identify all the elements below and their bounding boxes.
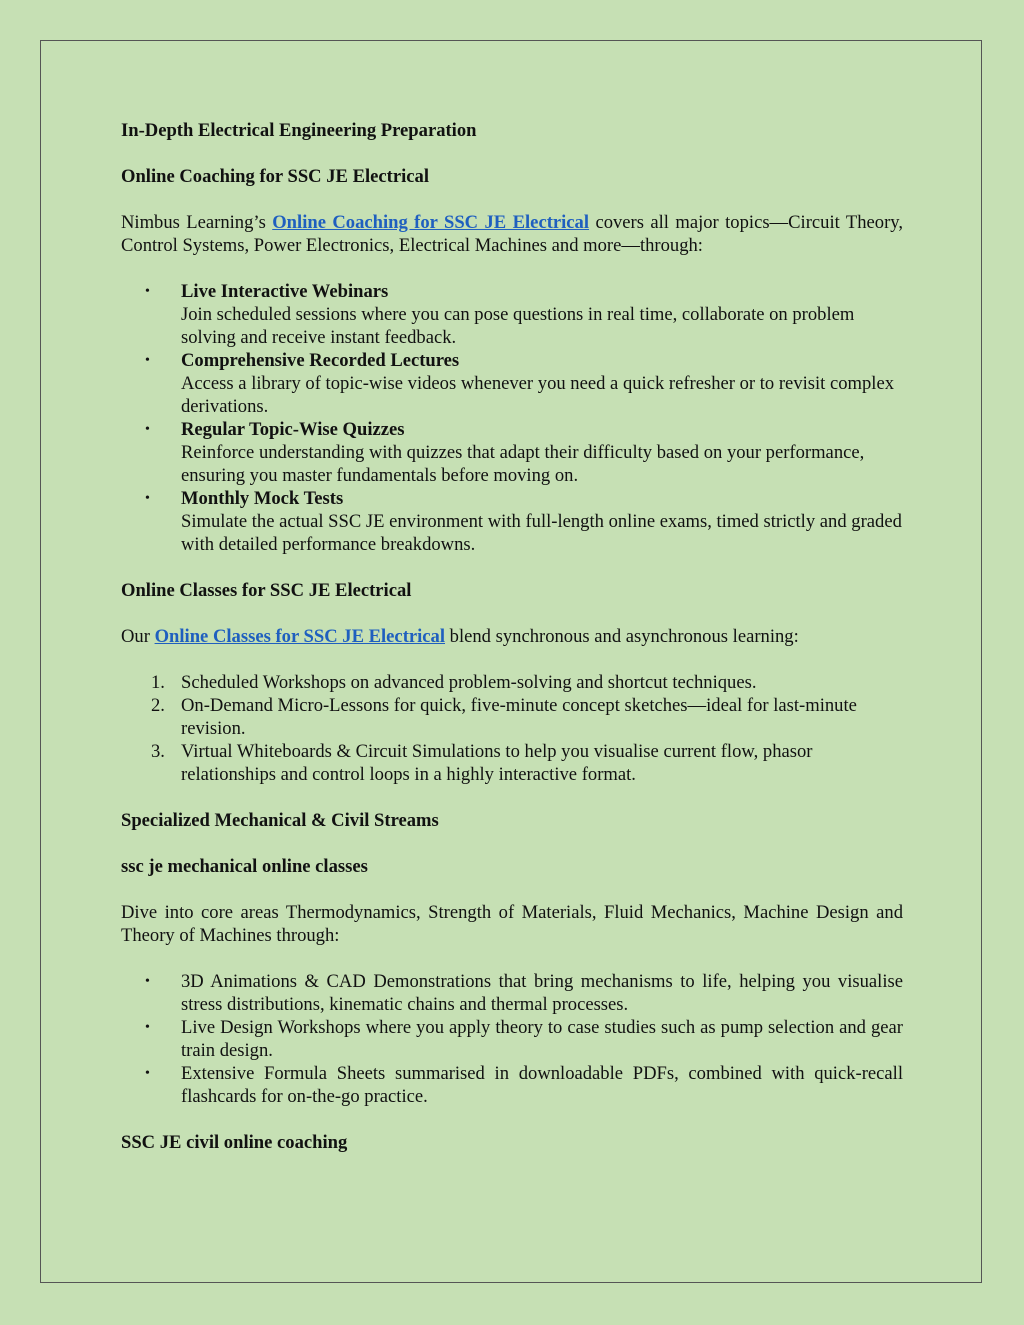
coaching-list bbox=[121, 280, 903, 556]
document-body bbox=[121, 119, 903, 1154]
list-item bbox=[121, 1016, 903, 1062]
classes-intro-text-after: blend synchronous and asynchronous learning: bbox=[445, 626, 799, 647]
list-item-text: Virtual Whiteboards & Circuit Simulations to help you visualise current flow, phasor relationships and control loops in a highly interactive format. bbox=[181, 741, 813, 785]
list-item bbox=[121, 1062, 903, 1108]
bullet-icon: • bbox=[145, 353, 150, 368]
list-item-title: Monthly Mock Tests bbox=[181, 488, 344, 509]
bullet-icon: • bbox=[145, 1020, 150, 1035]
bullet-icon: • bbox=[145, 284, 150, 299]
list-item-text: 3D Animations & CAD Demonstrations that bring mechanisms to life, helping you visualise stress distributions, kinematic chains and thermal processes. bbox=[181, 971, 903, 1015]
civil-heading: SSC JE civil online coaching bbox=[121, 1132, 348, 1153]
coaching-intro-text-after: covers all major topics—Circuit Theory, Control Systems, Power Electronics, Electrical Machines and more—through: bbox=[121, 212, 903, 256]
classes-list bbox=[121, 671, 903, 786]
coaching-intro bbox=[121, 211, 903, 257]
list-item-title: Regular Topic-Wise Quizzes bbox=[181, 419, 405, 440]
classes-intro-text: Our bbox=[121, 626, 155, 647]
list-item-text: Extensive Formula Sheets summarised in downloadable PDFs, combined with quick-recall flashcards for on-the-go practice. bbox=[181, 1063, 903, 1107]
coaching-link[interactable]: Online Coaching for SSC JE Electrical bbox=[272, 212, 590, 233]
list-item-title: Comprehensive Recorded Lectures bbox=[181, 350, 460, 371]
list-number: 3. bbox=[151, 741, 165, 762]
main-heading: In-Depth Electrical Engineering Preparation bbox=[121, 120, 477, 141]
list-item bbox=[121, 671, 903, 694]
coaching-intro-text: Nimbus Learning’s bbox=[121, 212, 273, 233]
list-item bbox=[121, 970, 903, 1016]
classes-heading: Online Classes for SSC JE Electrical bbox=[121, 580, 412, 601]
list-item-desc: Join scheduled sessions where you can pose questions in real time, collaborate on problem solving and receive instant feedback. bbox=[181, 304, 855, 348]
list-item-desc: Reinforce understanding with quizzes that adapt their difficulty based on your performance, ensuring you master fundamentals before moving on. bbox=[181, 442, 865, 486]
classes-link[interactable]: Online Classes for SSC JE Electrical bbox=[154, 626, 446, 647]
list-item-text: Scheduled Workshops on advanced problem-solving and shortcut techniques. bbox=[181, 672, 757, 693]
list-item bbox=[121, 418, 903, 487]
streams-heading: Specialized Mechanical & Civil Streams bbox=[121, 810, 439, 831]
coaching-heading: Online Coaching for SSC JE Electrical bbox=[121, 166, 430, 187]
list-item-title: Live Interactive Webinars bbox=[181, 281, 389, 302]
list-item bbox=[121, 280, 903, 349]
list-item-desc: Simulate the actual SSC JE environment with full-length online exams, timed strictly and graded with detailed performance breakdowns. bbox=[181, 511, 902, 555]
mech-intro: Dive into core areas Thermodynamics, Strength of Materials, Fluid Mechanics, Machine Design and Theory of Machines through: bbox=[121, 902, 903, 946]
list-item bbox=[121, 487, 903, 556]
list-item-text: On-Demand Micro-Lessons for quick, five-minute concept sketches—ideal for last-minute revision. bbox=[181, 695, 857, 739]
classes-intro bbox=[121, 625, 903, 648]
list-item bbox=[121, 694, 903, 740]
list-item-desc: Access a library of topic-wise videos whenever you need a quick refresher or to revisit complex derivations. bbox=[181, 373, 895, 417]
mech-list bbox=[121, 970, 903, 1108]
list-number: 1. bbox=[151, 672, 165, 693]
mech-heading: ssc je mechanical online classes bbox=[121, 856, 368, 877]
bullet-icon: • bbox=[145, 974, 150, 989]
bullet-icon: • bbox=[145, 1066, 150, 1081]
list-item bbox=[121, 349, 903, 418]
list-item bbox=[121, 740, 903, 786]
list-item-text: Live Design Workshops where you apply theory to case studies such as pump selection and gear train design. bbox=[181, 1017, 903, 1061]
bullet-icon: • bbox=[145, 422, 150, 437]
bullet-icon: • bbox=[145, 491, 150, 506]
list-number: 2. bbox=[151, 695, 165, 716]
